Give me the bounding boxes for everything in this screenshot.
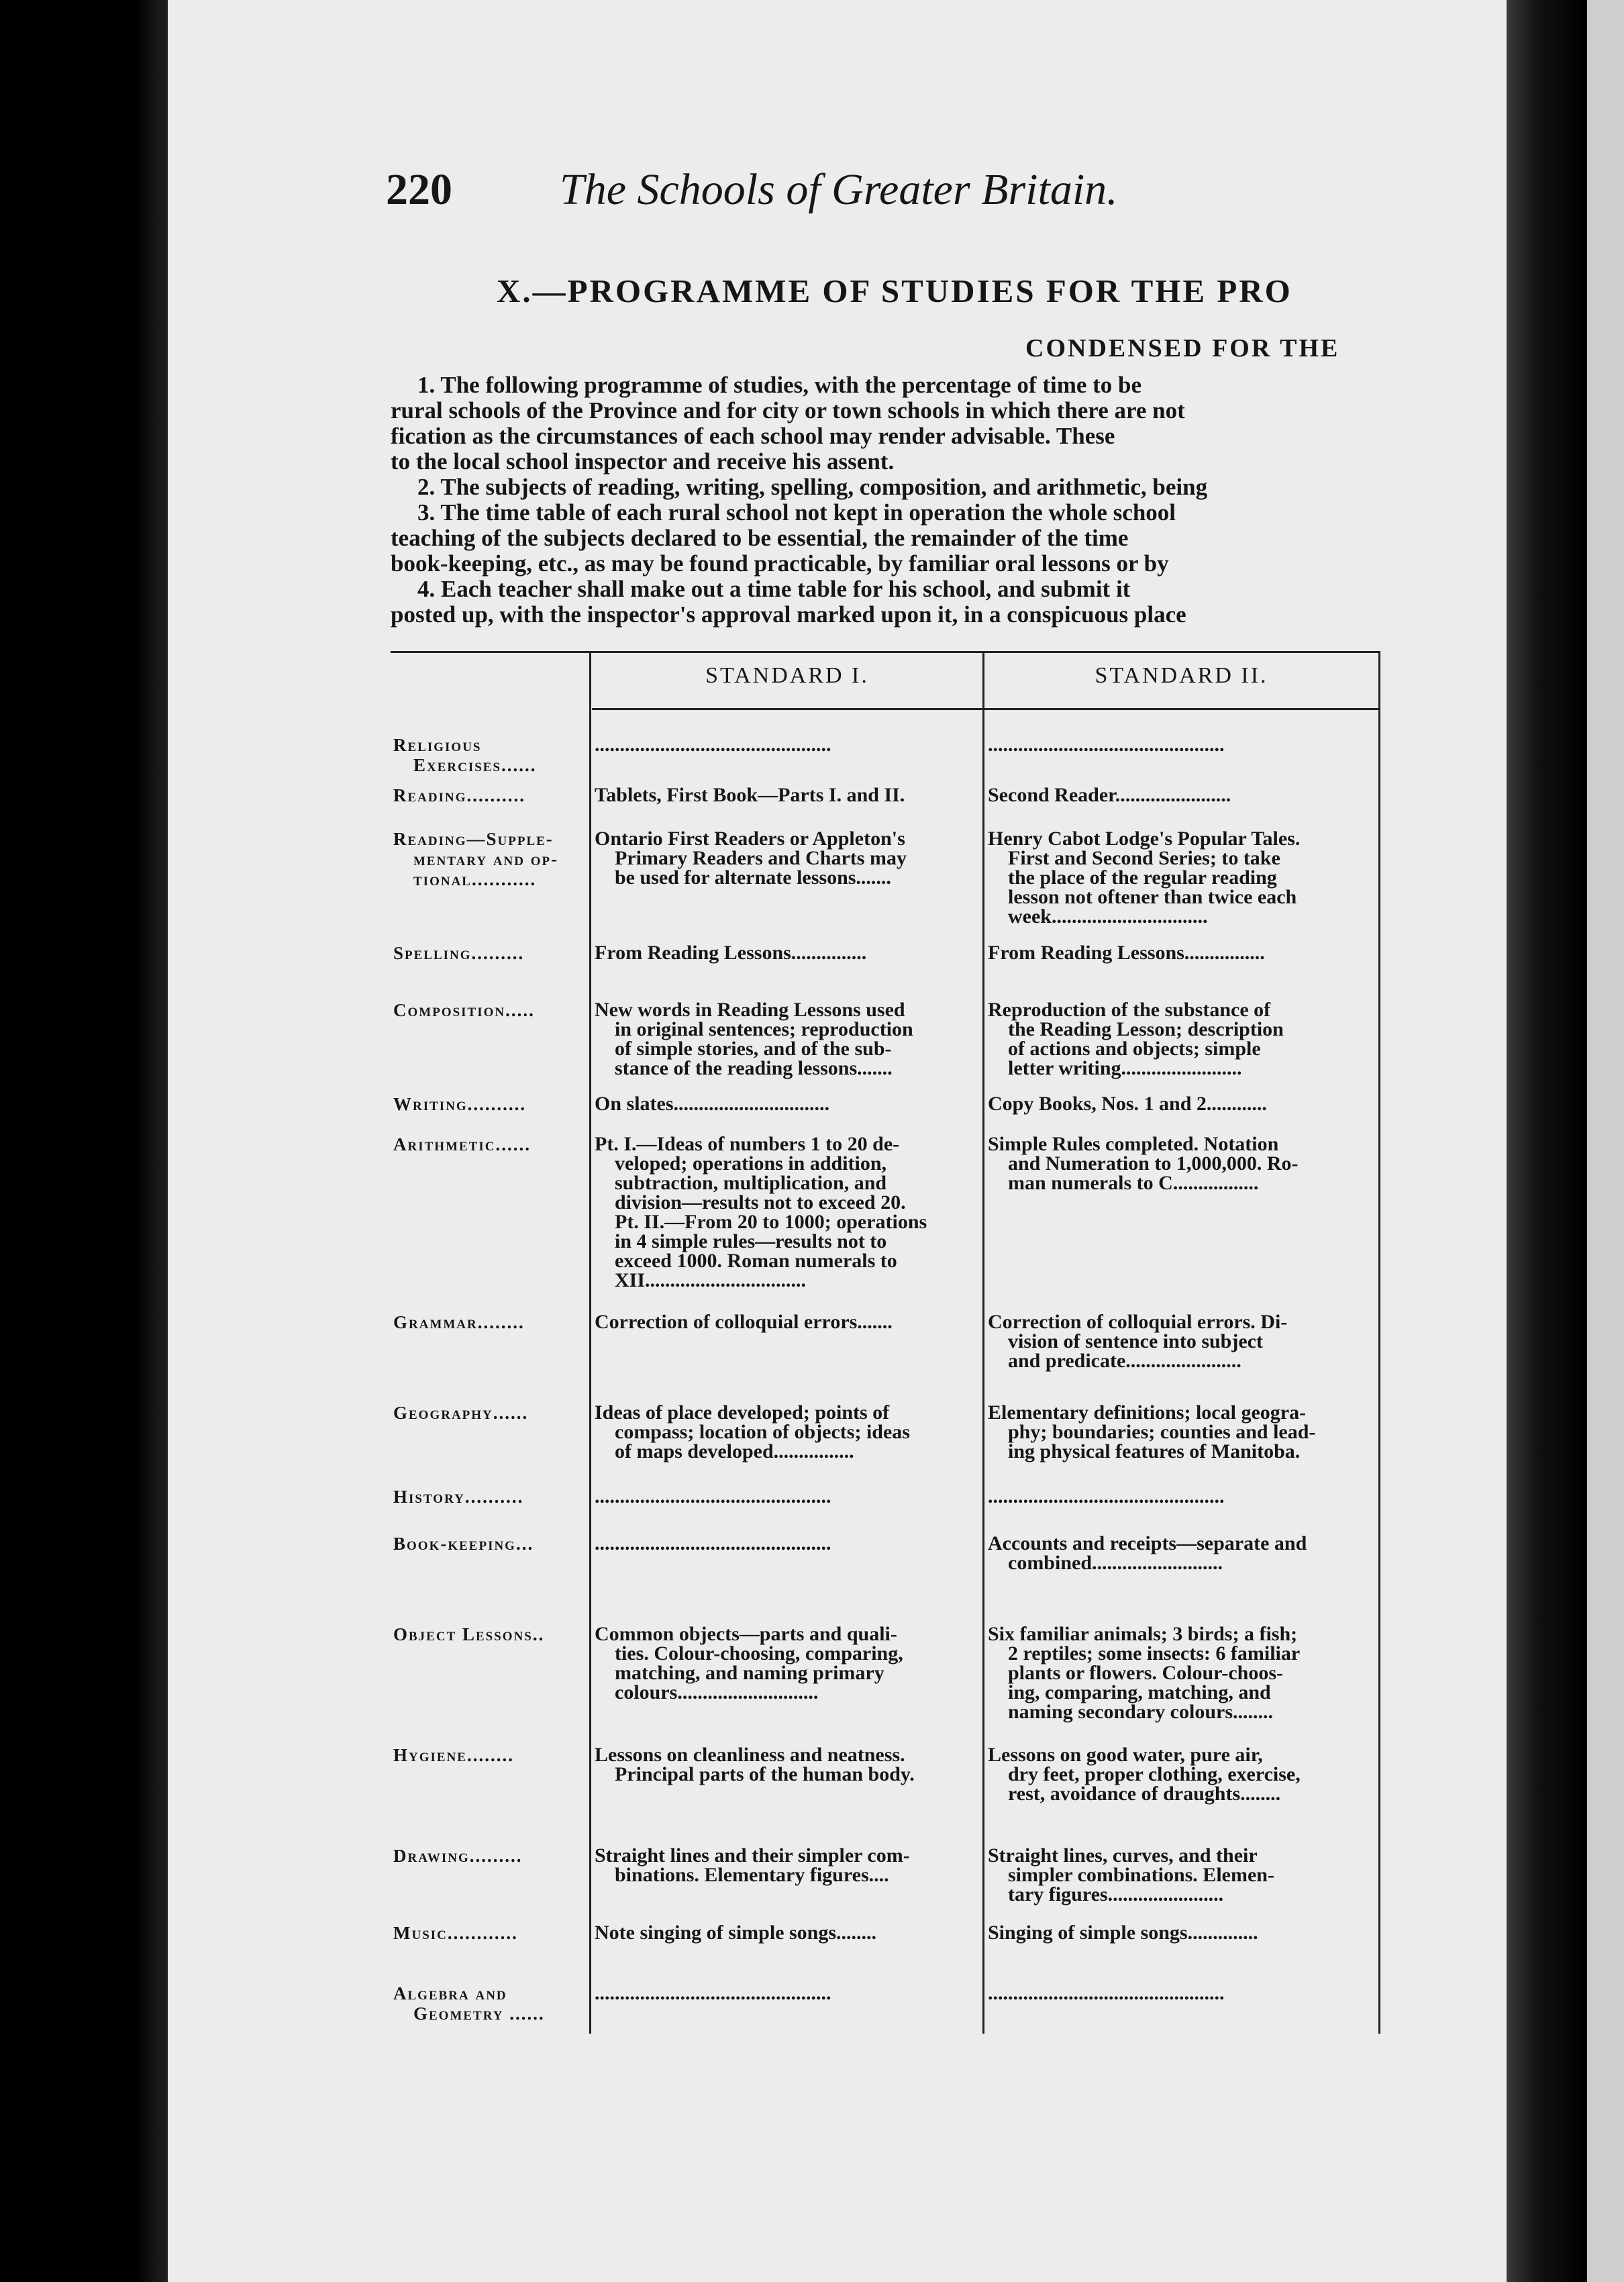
intro-line: 2. The subjects of reading, writing, spelling, composition, and arithmetic, being	[417, 475, 1208, 500]
subject-label	[393, 785, 587, 805]
standard-1-cell-line: subtraction, multiplication, and	[615, 1172, 887, 1194]
facing-page-edge	[1587, 0, 1624, 2282]
running-title: The Schools of Greater Britain.	[560, 165, 1118, 214]
standard-2-cell-line: ing physical features of Manitoba.	[1008, 1440, 1301, 1462]
standard-2-cell	[988, 1745, 1380, 1803]
standard-1-cell-line: ...............................................	[595, 734, 831, 756]
standard-2-cell	[988, 735, 1380, 754]
subject-label-line: Religious	[393, 735, 482, 755]
standard-2-cell	[988, 785, 1380, 805]
standard-2-cell-line: dry feet, proper clothing, exercise,	[1008, 1763, 1301, 1785]
standard-1-cell-line: Ideas of place developed; points of	[595, 1401, 890, 1424]
standard-2-cell-line: ...............................................	[988, 1982, 1225, 2004]
subject-label-line: Book-keeping...	[393, 1534, 534, 1554]
subject-label-line: Drawing.........	[393, 1846, 523, 1866]
standard-2-cell-line: Copy Books, Nos. 1 and 2............	[988, 1093, 1267, 1115]
standard-2-cell-line: Correction of colloquial errors. Di-	[988, 1311, 1288, 1333]
standard-2-cell-line: vision of sentence into subject	[1008, 1330, 1263, 1352]
standard-1-cell-line: Straight lines and their simpler com-	[595, 1844, 910, 1867]
standard-1-cell-line: Principal parts of the human body.	[615, 1763, 915, 1785]
subject-label	[393, 1134, 587, 1154]
standard-1-cell	[595, 1403, 980, 1461]
standard-2-cell-line: 2 reptiles; some insects: 6 familiar	[1008, 1642, 1301, 1665]
standard-2-cell-line: simpler combinations. Elemen-	[1008, 1864, 1274, 1886]
standard-2-cell	[988, 1094, 1380, 1113]
subject-label-line: tional...........	[413, 869, 537, 889]
standard-2-cell-line: man numerals to C.................	[1008, 1172, 1259, 1194]
standard-2-cell-line: Straight lines, curves, and their	[988, 1844, 1258, 1867]
subject-label-line: Reading—Supple-	[393, 829, 554, 849]
standard-1-cell-line: ties. Colour-choosing, comparing,	[615, 1642, 903, 1665]
intro-line: 3. The time table of each rural school not kept in operation the whole school	[417, 500, 1176, 526]
standard-1-cell-line: be used for alternate lessons.......	[615, 866, 891, 889]
subject-label	[393, 1983, 587, 2024]
subject-label-line: Geography......	[393, 1403, 529, 1423]
standard-2-cell-line: the Reading Lesson; description	[1008, 1018, 1284, 1040]
subject-label-line: Writing..........	[393, 1094, 527, 1114]
standard-1-cell-line: XII................................	[615, 1269, 807, 1291]
standard-2-cell-line: week...............................	[1008, 905, 1208, 928]
standard-1-cell	[595, 785, 980, 805]
page-left-edge	[134, 0, 168, 2282]
standard-2-cell	[988, 943, 1380, 962]
intro-paragraphs	[391, 373, 1380, 628]
standard-1-cell-line: Note singing of simple songs........	[595, 1922, 877, 1944]
subject-label	[393, 1923, 587, 1943]
intro-line: 4. Each teacher shall make out a time table for his school, and submit it	[417, 577, 1131, 602]
standard-1-cell	[595, 829, 980, 887]
standard-1-cell-line: Ontario First Readers or Appleton's	[595, 828, 905, 850]
standard-2-cell-line: combined..........................	[1008, 1552, 1223, 1574]
standard-1-cell-line: in original sentences; reproduction	[615, 1018, 913, 1040]
standard-2-cell	[988, 1403, 1380, 1461]
subject-label	[393, 735, 587, 775]
subject-label-line: mentary and op-	[413, 849, 559, 869]
column-header-standard-2: STANDARD II.	[1095, 663, 1268, 688]
standard-2-cell-line: Lessons on good water, pure air,	[988, 1744, 1263, 1766]
section-subtitle: CONDENSED FOR THE	[1025, 334, 1340, 362]
column-header-standard-1: STANDARD I.	[705, 663, 869, 688]
standard-1-cell-line: New words in Reading Lessons used	[595, 999, 905, 1021]
standard-1-cell	[595, 1312, 980, 1332]
standard-2-cell-line: ing, comparing, matching, and	[1008, 1681, 1271, 1703]
subject-label	[393, 1624, 587, 1644]
subject-label	[393, 829, 587, 889]
subject-label	[393, 1094, 587, 1114]
subject-label-line: Spelling.........	[393, 943, 525, 963]
subject-label	[393, 1000, 587, 1020]
standard-1-cell-line: ...............................................	[595, 1982, 831, 2004]
intro-line: fication as the circumstances of each school may render advisable. These	[391, 424, 1115, 449]
header-rule	[592, 708, 1380, 710]
standard-1-cell-line: division—results not to exceed 20.	[615, 1191, 906, 1213]
standard-1-cell-line: From Reading Lessons...............	[595, 942, 867, 964]
standard-1-cell-line: Tablets, First Book—Parts I. and II.	[595, 784, 905, 806]
standard-1-cell-line: of simple stories, and of the sub-	[615, 1038, 892, 1060]
standard-1-cell	[595, 1534, 980, 1553]
spine-shadow	[1507, 0, 1587, 2282]
intro-line: rural schools of the Province and for city or town schools in which there are not	[391, 398, 1185, 424]
subject-label	[393, 1745, 587, 1765]
standard-2-cell-line: and Numeration to 1,000,000. Ro-	[1008, 1152, 1299, 1175]
standard-2-cell	[988, 1624, 1380, 1722]
subject-label-line: Grammar........	[393, 1312, 525, 1332]
standard-1-cell	[595, 1624, 980, 1702]
standard-1-cell-line: On slates...............................	[595, 1093, 830, 1115]
standard-1-cell-line: binations. Elementary figures....	[615, 1864, 889, 1886]
standard-2-cell	[988, 829, 1380, 926]
standard-2-cell-line: naming secondary colours........	[1008, 1701, 1274, 1723]
standard-2-cell-line: rest, avoidance of draughts........	[1008, 1783, 1281, 1805]
standard-1-cell-line: Pt. II.—From 20 to 1000; operations	[615, 1211, 927, 1233]
standard-1-cell-line: colours............................	[615, 1681, 819, 1703]
standard-1-cell-line: exceed 1000. Roman numerals to	[615, 1250, 897, 1272]
standard-1-cell	[595, 735, 980, 754]
intro-line: book-keeping, etc., as may be found practicable, by familiar oral lessons or by	[391, 551, 1169, 577]
standard-2-cell-line: plants or flowers. Colour-choos-	[1008, 1662, 1283, 1684]
standard-2-cell	[988, 1846, 1380, 1904]
standard-1-cell-line: ...............................................	[595, 1485, 831, 1507]
standard-1-cell-line: stance of the reading lessons.......	[615, 1057, 893, 1079]
standard-2-cell-line: lesson not oftener than twice each	[1008, 886, 1297, 908]
subject-label	[393, 1534, 587, 1554]
standard-1-cell	[595, 1983, 980, 2003]
standard-2-cell-line: of actions and objects; simple	[1008, 1038, 1261, 1060]
standard-2-cell-line: ...............................................	[988, 1485, 1225, 1507]
running-header	[386, 164, 1359, 225]
column-divider	[589, 651, 591, 2034]
subject-label-line: Object Lessons..	[393, 1624, 545, 1644]
standard-1-cell-line: veloped; operations in addition,	[615, 1152, 887, 1175]
standard-1-cell-line: Lessons on cleanliness and neatness.	[595, 1744, 905, 1766]
standard-2-cell-line: and predicate.......................	[1008, 1350, 1241, 1372]
subject-label-line: Exercises......	[413, 755, 537, 775]
standard-1-cell-line: Pt. I.—Ideas of numbers 1 to 20 de-	[595, 1133, 900, 1155]
standard-2-cell	[988, 1534, 1380, 1573]
standard-2-cell	[988, 1923, 1380, 1942]
subject-label-line: Music............	[393, 1923, 518, 1943]
standard-2-cell	[988, 1312, 1380, 1371]
subject-label-line: Hygiene........	[393, 1745, 514, 1765]
intro-line: posted up, with the inspector's approval marked upon it, in a conspicuous place	[391, 602, 1186, 628]
intro-line: to the local school inspector and receive his assent.	[391, 449, 895, 475]
standard-1-cell-line: of maps developed................	[615, 1440, 854, 1462]
standard-1-cell	[595, 1000, 980, 1078]
subject-label	[393, 1312, 587, 1332]
subject-label-line: Arithmetic......	[393, 1134, 531, 1154]
subject-label-line: History..........	[393, 1487, 524, 1507]
standard-1-cell	[595, 1134, 980, 1290]
standard-1-cell	[595, 1923, 980, 1942]
subject-label	[393, 1403, 587, 1423]
subject-label-line: Geometry ......	[413, 2003, 545, 2024]
standard-1-cell	[595, 943, 980, 962]
standard-2-cell-line: letter writing........................	[1008, 1057, 1242, 1079]
standard-2-cell	[988, 1487, 1380, 1506]
intro-line: teaching of the subjects declared to be essential, the remainder of the time	[391, 526, 1129, 551]
subject-label-line: Composition.....	[393, 1000, 535, 1020]
standard-2-cell-line: First and Second Series; to take	[1008, 847, 1280, 869]
standard-2-cell	[988, 1134, 1380, 1193]
section-title: X.—PROGRAMME OF STUDIES FOR THE PRO	[497, 272, 1292, 309]
table-top-rule	[391, 651, 1380, 653]
standard-2-cell-line: the place of the regular reading	[1008, 866, 1277, 889]
column-divider	[982, 651, 984, 2034]
standard-2-cell-line: tary figures.......................	[1008, 1883, 1224, 1905]
standard-2-cell	[988, 1000, 1380, 1078]
subject-label	[393, 1846, 587, 1866]
subject-label-line: Reading..........	[393, 785, 526, 805]
standard-2-cell-line: Six familiar animals; 3 birds; a fish;	[988, 1623, 1298, 1645]
standard-2-cell-line: phy; boundaries; counties and lead-	[1008, 1421, 1316, 1443]
standard-1-cell-line: Correction of colloquial errors.......	[595, 1311, 893, 1333]
standard-1-cell	[595, 1487, 980, 1506]
standard-2-cell-line: ...............................................	[988, 734, 1225, 756]
standard-1-cell-line: Common objects—parts and quali-	[595, 1623, 897, 1645]
standard-1-cell-line: in 4 simple rules—results not to	[615, 1230, 887, 1252]
standard-2-cell-line: Accounts and receipts—separate and	[988, 1532, 1307, 1554]
standard-2-cell-line: Elementary definitions; local geogra-	[988, 1401, 1307, 1424]
standard-2-cell-line: Singing of simple songs..............	[988, 1922, 1258, 1944]
standard-2-cell-line: From Reading Lessons................	[988, 942, 1265, 964]
standard-2-cell-line: Simple Rules completed. Notation	[988, 1133, 1279, 1155]
standard-2-cell-line: Henry Cabot Lodge's Popular Tales.	[988, 828, 1301, 850]
standard-1-cell	[595, 1846, 980, 1885]
standard-1-cell	[595, 1745, 980, 1784]
subject-label-line: Algebra and	[393, 1983, 507, 2003]
programme-table	[391, 651, 1380, 2034]
subject-label	[393, 943, 587, 963]
standard-2-cell-line: Reproduction of the substance of	[988, 999, 1271, 1021]
page-number: 220	[386, 165, 452, 214]
subject-label	[393, 1487, 587, 1507]
standard-1-cell-line: compass; location of objects; ideas	[615, 1421, 910, 1443]
standard-1-cell-line: Primary Readers and Charts may	[615, 847, 907, 869]
standard-2-cell-line: Second Reader.......................	[988, 784, 1231, 806]
standard-1-cell	[595, 1094, 980, 1113]
standard-2-cell	[988, 1983, 1380, 2003]
standard-1-cell-line: matching, and naming primary	[615, 1662, 884, 1684]
standard-1-cell-line: ...............................................	[595, 1532, 831, 1554]
intro-line: 1. The following programme of studies, with the percentage of time to be	[417, 373, 1142, 398]
